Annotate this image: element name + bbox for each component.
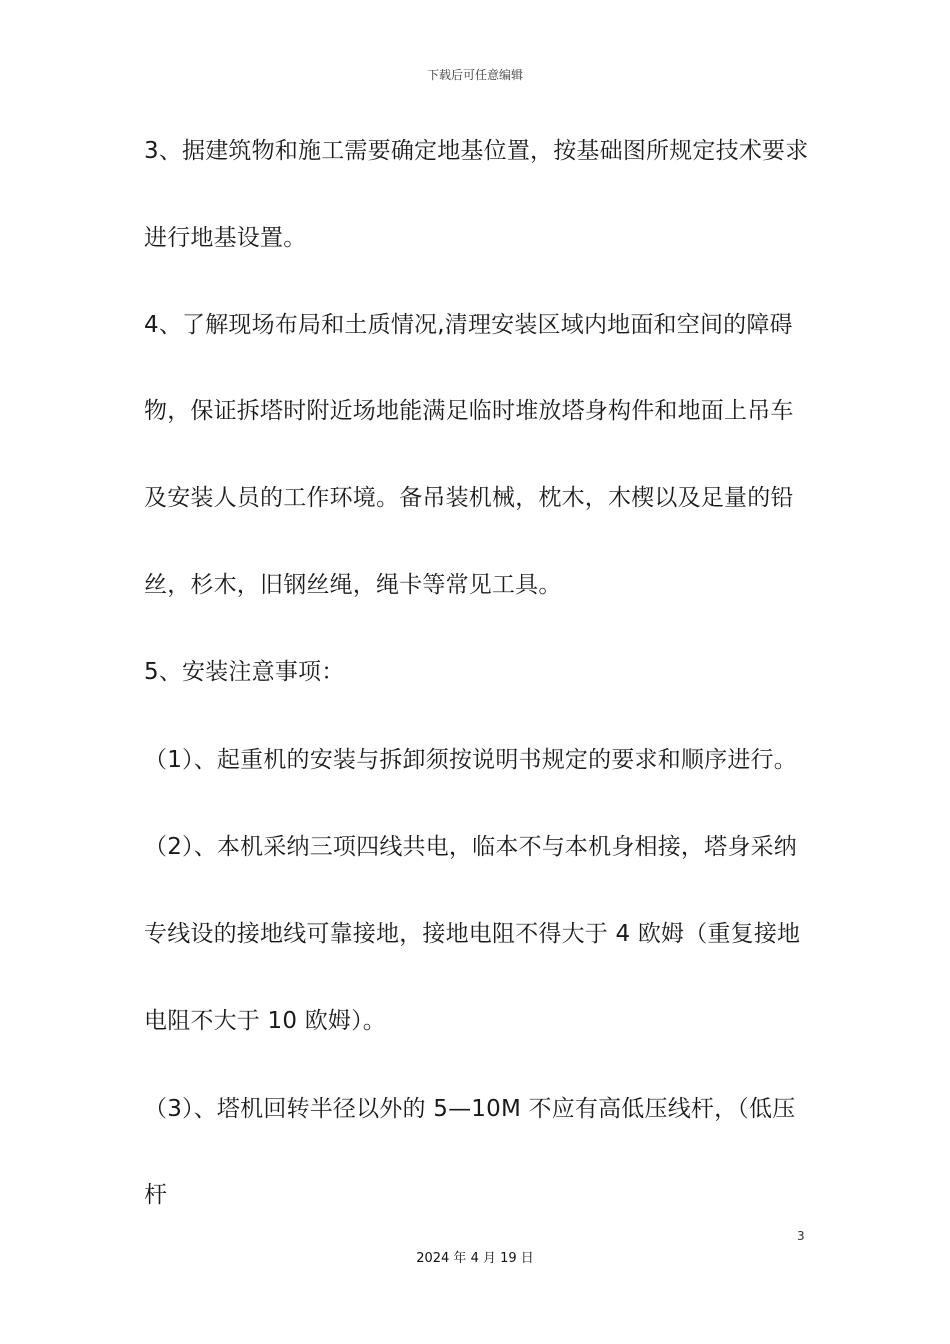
text-line-5: 及安装人员的工作环境。备吊装机械，枕木，木楔以及足量的铅 xyxy=(144,485,794,511)
footer-date: 2024 年 4 月 19 日 xyxy=(416,1251,534,1266)
text-line-4: 物，保证拆塔时附近场地能满足临时堆放塔身构件和地面上吊车 xyxy=(144,398,794,424)
text-line-11: 电阻不大于 10 欧姆）。 xyxy=(144,1008,386,1034)
page-number: 3 xyxy=(797,1229,805,1243)
page-header: 下载后可任意编辑 xyxy=(426,68,523,82)
text-line-2: 进行地基设置。 xyxy=(144,225,307,251)
text-line-12: （3）、塔机回转半径以外的 5—10M 不应有高低压线杆，（低压 xyxy=(144,1096,796,1122)
text-line-8: （1）、起重机的安装与拆卸须按说明书规定的要求和顺序进行。 xyxy=(144,747,797,773)
text-line-10: 专线设的接地线可靠接地，接地电阻不得大于 4 欧姆（重复接地 xyxy=(144,921,801,947)
text-line-1: 3、据建筑物和施工需要确定地基位置，按基础图所规定技术要求 xyxy=(144,138,809,164)
text-line-6: 丝，杉木，旧钢丝绳，绳卡等常见工具。 xyxy=(144,572,562,598)
text-line-7: 5、安装注意事项： xyxy=(144,659,345,685)
text-line-13: 杆 xyxy=(144,1182,168,1208)
text-line-3: 4、了解现场布局和土质情况,清理安装区域内地面和空间的障碍 xyxy=(144,312,793,338)
text-line-9: （2）、本机采纳三项四线共电，临本不与本机身相接，塔身采纳 xyxy=(144,834,797,860)
